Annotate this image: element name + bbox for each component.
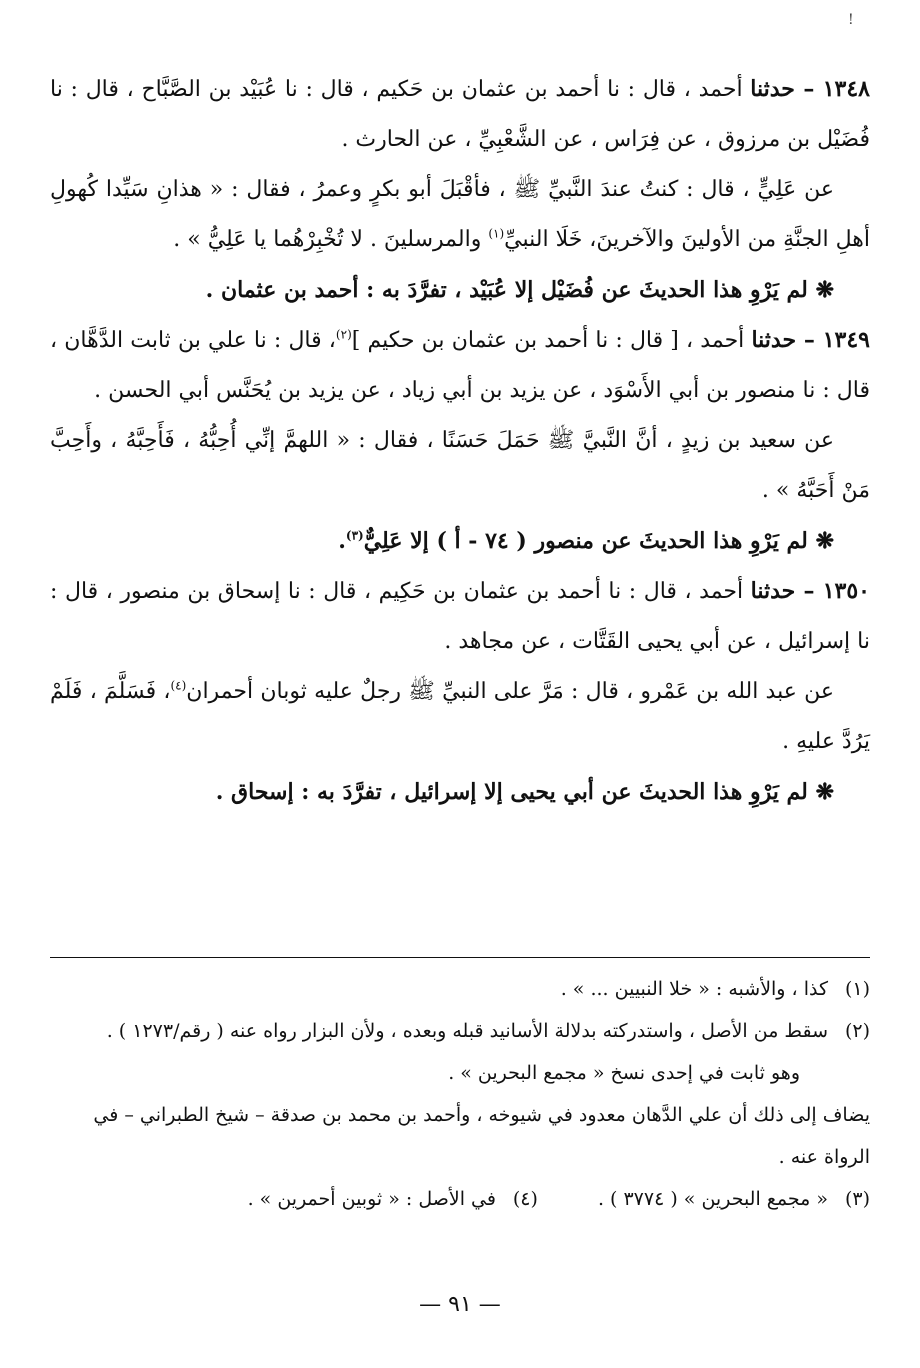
footnote-3 [598, 1178, 870, 1220]
hadith-head: حدثنا [750, 578, 796, 604]
hadith-number: ١٣٥٠ [822, 578, 870, 604]
hadith-1350-isnad [50, 566, 870, 667]
hadith-1348-note [50, 265, 870, 315]
page-number: — ٩١ — [419, 1292, 501, 1317]
matn-text: عن عبد الله بن عَمْرو ، قال : مَرَّ على النبيِّ ﷺ رجلٌ عليه ثوبان أحمران [186, 679, 834, 704]
hadith-1348-matn [50, 165, 870, 265]
isnad-text: ، قال : نا علي بن ثابت الدَّهَّان ، قال : نا منصور بن أبي الأَسْوَد ، عن يزيد بن أبي زياد ، عن يزيد بن يُحَنَّس أبي الحسن . [50, 328, 870, 403]
note-end: . [338, 528, 346, 554]
footnote-text: « مجمع البحرين » ( ٣٧٧٤ ) . [597, 1188, 828, 1210]
hadith-number: ١٣٤٨ [822, 76, 870, 102]
footnote-text: كذا ، والأشبه : « خلا النبيين ... » . [560, 978, 828, 1000]
dash: – [794, 76, 823, 102]
hadith-1350-note [50, 767, 870, 817]
hadith-head: حدثنا [750, 76, 795, 102]
star-icon: ❋ [815, 779, 834, 805]
isnad-text: أحمد ، قال : نا أحمد بن عثمان بن حَكِيم ، قال : نا إسحاق بن منصور ، قال : نا إسرائيل ، عن أبي يحيى القَتَّات ، عن مجاهد . [50, 579, 870, 654]
footnotes [50, 968, 870, 1220]
footnote-text: سقط من الأصل ، واستدركته بدلالة الأسانيد قبله وبعده ، ولأن البزار رواه عنه ( رقم/١٢٧٣ ) . [106, 1020, 828, 1042]
hadith-1350-matn [50, 667, 870, 767]
matn-text: والمرسلينَ . لا تُخْبِرْهُما يا عَلِيُّ » . [173, 227, 489, 252]
footnote-2 [50, 1010, 870, 1052]
footnote-1 [50, 968, 870, 1010]
footnote-text: في الأصل : « ثوبين أحمرين » . [247, 1188, 496, 1210]
matn-text: عن عَلِيٍّ ، قال : كنتُ عندَ النَّبيِّ ﷺ ، فأقْبَلَ أبو بكرٍ وعمرُ ، فقال : « هذانِ سَيِّدا كُهولِ أهلِ الجنَّةِ من الأولينَ والآخرينَ، خَلَا النبيِّ [50, 177, 870, 252]
note-text: لم يَرْوِ هذا الحديثَ عن منصور ( ٧٤ - أ ) إلا عَلِيٌّ [363, 528, 808, 554]
footnote-number: (٣) [844, 1188, 870, 1210]
footnote-2-addition: يضاف إلى ذلك أن علي الدَّهان معدود في شيوخه ، وأحمد بن محمد بن صدقة – شيخ الطبراني – في الرواة عنه . [93, 1104, 870, 1168]
note-text: لم يَرْوِ هذا الحديثَ عن أبي يحيى إلا إسرائيل ، تفرَّدَ به : إسحاق . [215, 779, 808, 805]
hadith-head: حدثنا [751, 327, 797, 353]
footnote-4 [248, 1178, 538, 1220]
hadith-1349-note [50, 516, 870, 566]
main-text [50, 64, 870, 817]
hadith-number: ١٣٤٩ [822, 327, 870, 353]
footnote-ref: (١) [488, 226, 505, 241]
matn-text: عن سعيد بن زيدٍ ، أنَّ النَّبيَّ ﷺ حَمَلَ حَسَنًا ، فقال : « اللهمَّ إنِّي أُحِبُّهُ ، فَأَحِبَّهُ ، وأَحِبَّ مَنْ أَحَبَّهُ » . [50, 428, 870, 503]
footnote-ref: (٣) [345, 528, 364, 543]
hadith-1349-isnad [50, 315, 870, 416]
footnote-number: (١) [844, 978, 870, 1000]
star-icon: ❋ [815, 277, 834, 303]
footnote-number: (٢) [844, 1020, 870, 1042]
footnote-2-continued: وهو ثابت في إحدى نسخ « مجمع البحرين » . [448, 1062, 800, 1084]
isnad-text: أحمد ، [ قال : نا أحمد بن عثمان بن حكيم ] [351, 328, 752, 353]
matn-text: ، فَسَلَّمَ ، فَلَمْ يَرُدَّ عليهِ . [50, 679, 870, 754]
hadith-1349-matn [50, 416, 870, 516]
footnote-ref: (٤) [170, 678, 187, 693]
isnad-text: أحمد ، قال : نا أحمد بن عثمان بن حَكيم ، قال : نا عُبَيْد بن الصَّبَّاح ، قال : نا فُضَيْل بن مرزوق ، عن فِرَاس ، عن الشَّعْبِيِّ ، عن الحارث . [50, 77, 870, 152]
footnote-separator [50, 957, 870, 958]
dash: – [796, 327, 823, 353]
footnote-row-3-4 [50, 1178, 870, 1220]
footnote-ref: (٢) [335, 327, 352, 342]
star-icon: ❋ [815, 528, 834, 554]
footnote-number: (٤) [512, 1188, 538, 1210]
hadith-1348-isnad [50, 64, 870, 165]
corner-mark: ! [848, 12, 854, 28]
dash: – [795, 578, 823, 604]
note-text: لم يَرْوِ هذا الحديثَ عن فُضَيْل إلا عُبَيْد ، تفرَّدَ به : أحمد بن عثمان . [205, 277, 808, 303]
